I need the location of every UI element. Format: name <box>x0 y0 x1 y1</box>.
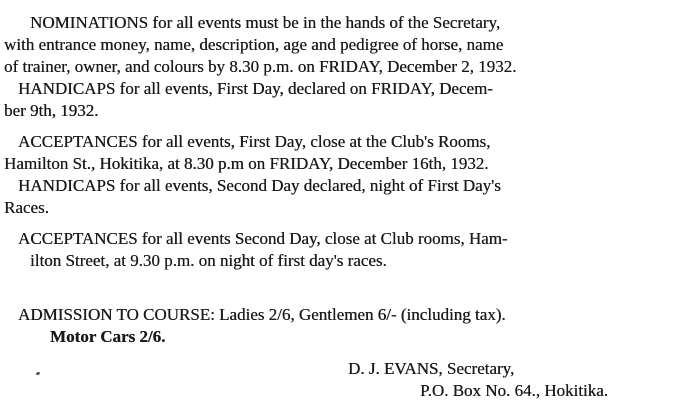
handicaps-second-line-2: Races. <box>4 198 49 217</box>
handicaps-second-line-1: HANDICAPS for all events, Second Day declared, night of First Day's <box>18 176 501 195</box>
nominations-line-1: NOMINATIONS for all events must be in the hands of the Secretary, <box>30 13 501 32</box>
secretary-signature: D. J. EVANS, Secretary, <box>348 359 515 378</box>
admission-line-2: Motor Cars 2/6. <box>50 327 166 346</box>
acceptances-second-line-2: ilton Street, at 9.30 p.m. on night of first day's races. <box>30 251 387 270</box>
print-speck <box>36 371 41 375</box>
admission-line-1: ADMISSION TO COURSE: Ladies 2/6, Gentlemen 6/- (including tax). <box>18 305 506 324</box>
acceptances-second-line-1: ACCEPTANCES for all events Second Day, close at Club rooms, Ham- <box>18 229 508 248</box>
acceptances-first-line-2: Hamilton St., Hokitika, at 8.30 p.m on FRIDAY, December 16th, 1932. <box>4 154 489 173</box>
secretary-address: P.O. Box No. 64., Hokitika. <box>420 381 608 400</box>
handicaps-first-line-2: ber 9th, 1932. <box>4 101 99 120</box>
nominations-line-3: of trainer, owner, and colours by 8.30 p.m. on FRIDAY, December 2, 1932. <box>4 57 517 76</box>
nominations-line-2: with entrance money, name, description, age and pedigree of horse, name <box>4 35 504 54</box>
acceptances-first-line-1: ACCEPTANCES for all events, First Day, close at the Club's Rooms, <box>18 132 491 151</box>
handicaps-first-line-1: HANDICAPS for all events, First Day, declared on FRIDAY, Decem- <box>18 79 493 98</box>
